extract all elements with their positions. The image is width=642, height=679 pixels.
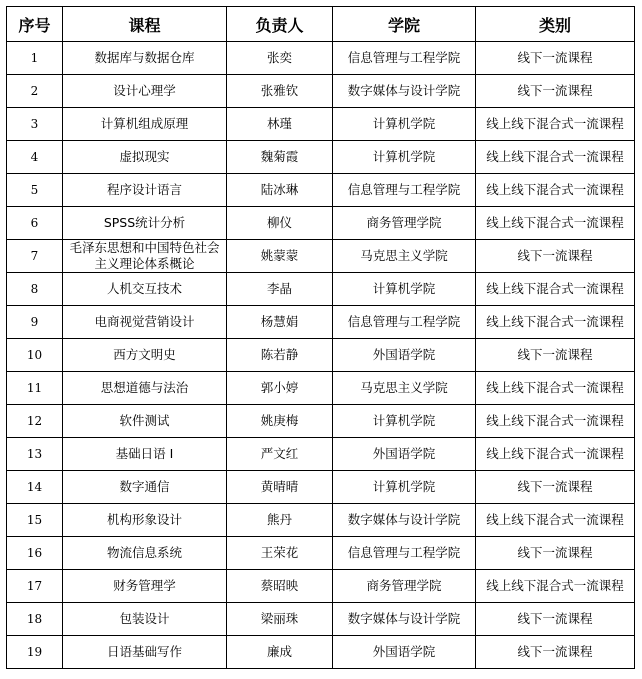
- cell-no: 9: [7, 306, 63, 339]
- cell-course: 设计心理学: [63, 75, 227, 108]
- cell-college: 马克思主义学院: [333, 372, 476, 405]
- table-row: [7, 636, 635, 669]
- cell-owner: 魏菊霞: [227, 141, 333, 174]
- course-table: [6, 6, 635, 669]
- cell-no: 17: [7, 570, 63, 603]
- cell-owner: 严文红: [227, 438, 333, 471]
- cell-type: 线下一流课程: [476, 471, 635, 504]
- table-row: [7, 141, 635, 174]
- table-row: [7, 42, 635, 75]
- cell-no: 11: [7, 372, 63, 405]
- cell-type: 线上线下混合式一流课程: [476, 174, 635, 207]
- cell-type: 线上线下混合式一流课程: [476, 108, 635, 141]
- header-owner: 负责人: [227, 7, 333, 42]
- table-row: [7, 273, 635, 306]
- cell-college: 商务管理学院: [333, 207, 476, 240]
- table-row: [7, 240, 635, 273]
- table-row: [7, 405, 635, 438]
- cell-course: 程序设计语言: [63, 174, 227, 207]
- cell-type: 线下一流课程: [476, 75, 635, 108]
- header-college: 学院: [333, 7, 476, 42]
- cell-owner: 廉成: [227, 636, 333, 669]
- cell-course: 包装设计: [63, 603, 227, 636]
- cell-course: 数字通信: [63, 471, 227, 504]
- cell-type: 线下一流课程: [476, 636, 635, 669]
- cell-no: 4: [7, 141, 63, 174]
- cell-owner: 杨慧娟: [227, 306, 333, 339]
- cell-course: SPSS统计分析: [63, 207, 227, 240]
- cell-owner: 王荣花: [227, 537, 333, 570]
- cell-college: 信息管理与工程学院: [333, 42, 476, 75]
- table-row: [7, 570, 635, 603]
- cell-no: 16: [7, 537, 63, 570]
- cell-no: 7: [7, 240, 63, 273]
- table-row: [7, 438, 635, 471]
- cell-no: 15: [7, 504, 63, 537]
- cell-owner: 姚蒙蒙: [227, 240, 333, 273]
- cell-college: 信息管理与工程学院: [333, 174, 476, 207]
- cell-type: 线下一流课程: [476, 42, 635, 75]
- cell-no: 8: [7, 273, 63, 306]
- table-row: [7, 537, 635, 570]
- cell-type: 线上线下混合式一流课程: [476, 372, 635, 405]
- cell-type: 线上线下混合式一流课程: [476, 141, 635, 174]
- course-table-container: [6, 6, 634, 669]
- cell-no: 6: [7, 207, 63, 240]
- header-type: 类别: [476, 7, 635, 42]
- cell-owner: 张奕: [227, 42, 333, 75]
- cell-college: 计算机学院: [333, 405, 476, 438]
- cell-no: 2: [7, 75, 63, 108]
- cell-owner: 林瑾: [227, 108, 333, 141]
- cell-type: 线下一流课程: [476, 537, 635, 570]
- cell-owner: 郭小婷: [227, 372, 333, 405]
- table-header: [7, 7, 635, 42]
- cell-college: 外国语学院: [333, 438, 476, 471]
- cell-college: 商务管理学院: [333, 570, 476, 603]
- table-row: [7, 207, 635, 240]
- cell-owner: 张雅钦: [227, 75, 333, 108]
- cell-owner: 梁丽珠: [227, 603, 333, 636]
- header-row: [7, 7, 635, 42]
- cell-college: 计算机学院: [333, 471, 476, 504]
- cell-no: 13: [7, 438, 63, 471]
- cell-college: 马克思主义学院: [333, 240, 476, 273]
- cell-course: 毛泽东思想和中国特色社会主义理论体系概论: [63, 240, 227, 273]
- cell-course: 西方文明史: [63, 339, 227, 372]
- table-row: [7, 174, 635, 207]
- cell-course: 数据库与数据仓库: [63, 42, 227, 75]
- cell-type: 线上线下混合式一流课程: [476, 306, 635, 339]
- cell-type: 线下一流课程: [476, 603, 635, 636]
- table-row: [7, 603, 635, 636]
- cell-type: 线下一流课程: [476, 339, 635, 372]
- cell-course: 日语基础写作: [63, 636, 227, 669]
- table-row: [7, 108, 635, 141]
- table-row: [7, 504, 635, 537]
- cell-type: 线上线下混合式一流课程: [476, 405, 635, 438]
- cell-no: 5: [7, 174, 63, 207]
- header-no: 序号: [7, 7, 63, 42]
- cell-no: 14: [7, 471, 63, 504]
- cell-college: 计算机学院: [333, 141, 476, 174]
- cell-owner: 黄晴晴: [227, 471, 333, 504]
- cell-owner: 熊丹: [227, 504, 333, 537]
- table-row: [7, 471, 635, 504]
- cell-type: 线上线下混合式一流课程: [476, 207, 635, 240]
- cell-college: 数字媒体与设计学院: [333, 504, 476, 537]
- cell-course: 机构形象设计: [63, 504, 227, 537]
- cell-college: 计算机学院: [333, 273, 476, 306]
- cell-course: 物流信息系统: [63, 537, 227, 570]
- cell-course: 财务管理学: [63, 570, 227, 603]
- cell-owner: 柳仪: [227, 207, 333, 240]
- cell-college: 外国语学院: [333, 339, 476, 372]
- header-course: 课程: [63, 7, 227, 42]
- cell-no: 3: [7, 108, 63, 141]
- cell-college: 信息管理与工程学院: [333, 306, 476, 339]
- cell-college: 信息管理与工程学院: [333, 537, 476, 570]
- cell-no: 12: [7, 405, 63, 438]
- cell-college: 计算机学院: [333, 108, 476, 141]
- cell-owner: 陈若静: [227, 339, 333, 372]
- cell-course: 计算机组成原理: [63, 108, 227, 141]
- cell-type: 线下一流课程: [476, 240, 635, 273]
- table-row: [7, 372, 635, 405]
- table-body: [7, 42, 635, 669]
- cell-course: 基础日语 I: [63, 438, 227, 471]
- cell-owner: 姚庚梅: [227, 405, 333, 438]
- cell-course: 虚拟现实: [63, 141, 227, 174]
- cell-type: 线上线下混合式一流课程: [476, 438, 635, 471]
- table-row: [7, 75, 635, 108]
- cell-college: 数字媒体与设计学院: [333, 603, 476, 636]
- cell-course: 软件测试: [63, 405, 227, 438]
- cell-course: 电商视觉营销设计: [63, 306, 227, 339]
- table-row: [7, 339, 635, 372]
- cell-college: 数字媒体与设计学院: [333, 75, 476, 108]
- cell-no: 18: [7, 603, 63, 636]
- cell-college: 外国语学院: [333, 636, 476, 669]
- cell-type: 线上线下混合式一流课程: [476, 504, 635, 537]
- cell-course: 人机交互技术: [63, 273, 227, 306]
- cell-owner: 李晶: [227, 273, 333, 306]
- cell-owner: 陆冰琳: [227, 174, 333, 207]
- cell-no: 10: [7, 339, 63, 372]
- cell-type: 线上线下混合式一流课程: [476, 570, 635, 603]
- cell-no: 19: [7, 636, 63, 669]
- table-row: [7, 306, 635, 339]
- cell-owner: 蔡昭映: [227, 570, 333, 603]
- cell-no: 1: [7, 42, 63, 75]
- cell-course: 思想道德与法治: [63, 372, 227, 405]
- cell-type: 线上线下混合式一流课程: [476, 273, 635, 306]
